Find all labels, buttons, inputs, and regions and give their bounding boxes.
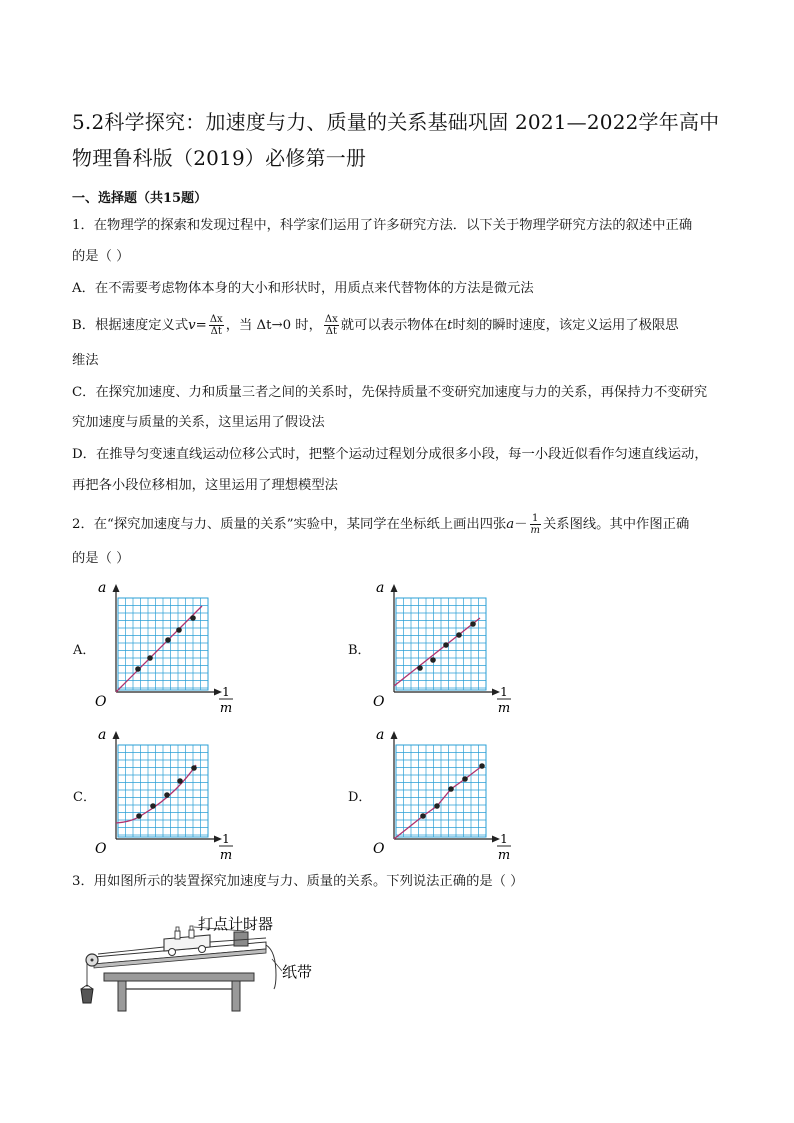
q1-stem-line1: 1．在物理学的探索和发现过程中，科学家们运用了许多研究方法．以下关于物理学研究方法的叙述中正确 <box>72 218 693 233</box>
q2-label-a: A． <box>73 643 96 658</box>
label-ticker-timer: 打点计时器 <box>198 915 274 933</box>
data-point <box>448 786 454 792</box>
label-paper-tape: 纸带 <box>282 963 313 981</box>
x-axis-denominator: m <box>497 848 511 863</box>
x-axis-numerator: 1 <box>500 685 508 699</box>
fraction-numerator: Δx <box>209 314 223 325</box>
fraction-denominator: Δt <box>210 326 222 337</box>
data-point <box>417 665 423 671</box>
q2-stem-dash: － <box>514 517 528 532</box>
fraction-numerator: 1 <box>530 513 541 525</box>
q1-fraction-1 <box>209 314 224 337</box>
data-point <box>190 615 196 621</box>
x-axis-numerator: 1 <box>222 685 230 699</box>
origin-label: O <box>95 841 107 857</box>
q1-option-b-var-v: v <box>188 318 196 333</box>
paper-tape <box>266 945 276 989</box>
q1-option-b-post2: 时刻的瞬时速度，该定义运用了极限思 <box>452 318 679 333</box>
q2-stem-var-a: a <box>506 517 515 532</box>
q1-option-d-line2: 再把各小段位移相加，这里运用了理想模型法 <box>72 478 338 493</box>
q2-stem-line1 <box>72 513 726 536</box>
y-axis-label: a <box>376 727 385 743</box>
weight-bucket-icon <box>81 989 93 1003</box>
data-point <box>176 627 182 633</box>
data-point <box>135 666 141 672</box>
data-point <box>470 621 476 627</box>
apparatus-figure <box>72 905 332 1025</box>
q2-label-c: C． <box>73 790 96 805</box>
q2-fraction <box>530 513 541 536</box>
table-leg <box>232 981 240 1011</box>
origin-label: O <box>95 694 107 710</box>
q2-stem-suffix: 关系图线。其中作图正确 <box>542 517 690 532</box>
q1-option-c-line2: 究加速度与质量的关系，这里运用了假设法 <box>72 415 325 430</box>
origin-label: O <box>373 841 385 857</box>
y-axis-label: a <box>98 727 107 743</box>
data-point <box>462 776 468 782</box>
x-axis-denominator: m <box>219 701 233 716</box>
q1-stem-line2: 的是（ ） <box>72 249 130 264</box>
fraction-denominator: m <box>530 525 540 536</box>
y-axis-label: a <box>376 580 385 596</box>
data-point <box>150 803 156 809</box>
q1-option-c-line1: C．在探究加速度、力和质量三者之间的关系时，先保持质量不变研究加速度与力的关系，再保持力不变研究 <box>72 385 708 400</box>
data-point <box>191 765 197 771</box>
y-axis-label: a <box>98 580 107 596</box>
data-point <box>430 657 436 663</box>
q2-stem-line2: 的是（ ） <box>72 551 130 566</box>
q1-option-b-prefix: B．根据速度定义式 <box>72 318 189 333</box>
data-point <box>164 792 170 798</box>
q1-option-b-mid: ，当 Δt→0 时， <box>225 318 322 333</box>
page-title: 5.2科学探究：加速度与力、质量的关系基础巩固 2021—2022学年高中物理鲁科版（2019）必修第一册 <box>72 110 720 170</box>
q1-option-b-equals: = <box>195 318 207 333</box>
q1-fraction-2 <box>324 314 339 337</box>
data-point <box>443 642 449 648</box>
fraction-denominator: Δt <box>325 326 337 337</box>
table-top <box>104 973 254 981</box>
q1-option-d-line1: D．在推导匀变速直线运动位移公式时，把整个运动过程划分成很多小段，每一小段近似看作匀速直线运动， <box>72 447 708 462</box>
graph-d <box>370 725 520 865</box>
data-point <box>136 813 142 819</box>
graph-grid <box>396 745 486 837</box>
q1-option-b-line2: 维法 <box>72 353 99 368</box>
graph-grid <box>118 745 208 837</box>
data-point <box>177 778 183 784</box>
q1-option-b-line1 <box>72 314 726 337</box>
section-heading: 一、选择题（共15题） <box>72 191 208 206</box>
q3-stem: 3．用如图所示的装置探究加速度与力、质量的关系。下列说法正确的是（ ） <box>72 874 524 889</box>
graph-b <box>370 578 520 718</box>
data-point <box>147 655 153 661</box>
data-point <box>479 763 485 769</box>
graph-grid <box>396 598 486 690</box>
q2-label-d: D． <box>348 790 372 805</box>
q1-option-a: A．在不需要考虑物体本身的大小和形状时，用质点来代替物体的方法是微元法 <box>72 281 534 296</box>
data-point <box>456 632 462 638</box>
q2-label-b: B． <box>348 643 371 658</box>
q1-option-b-var-t: t <box>447 318 453 333</box>
x-axis-denominator: m <box>497 701 511 716</box>
data-point <box>165 637 171 643</box>
x-axis-denominator: m <box>219 848 233 863</box>
x-axis-numerator: 1 <box>222 832 230 846</box>
q2-stem-prefix: 2．在“探究加速度与力、质量的关系”实验中，某同学在坐标纸上画出四张 <box>72 517 507 532</box>
x-axis-numerator: 1 <box>500 832 508 846</box>
table-leg <box>118 981 126 1011</box>
fraction-numerator: Δx <box>324 314 338 325</box>
graph-c <box>92 725 242 865</box>
origin-label: O <box>373 694 385 710</box>
q1-option-b-post1: 就可以表示物体在 <box>340 318 448 333</box>
data-point <box>434 803 440 809</box>
data-point <box>420 813 426 819</box>
graph-a <box>92 578 242 718</box>
